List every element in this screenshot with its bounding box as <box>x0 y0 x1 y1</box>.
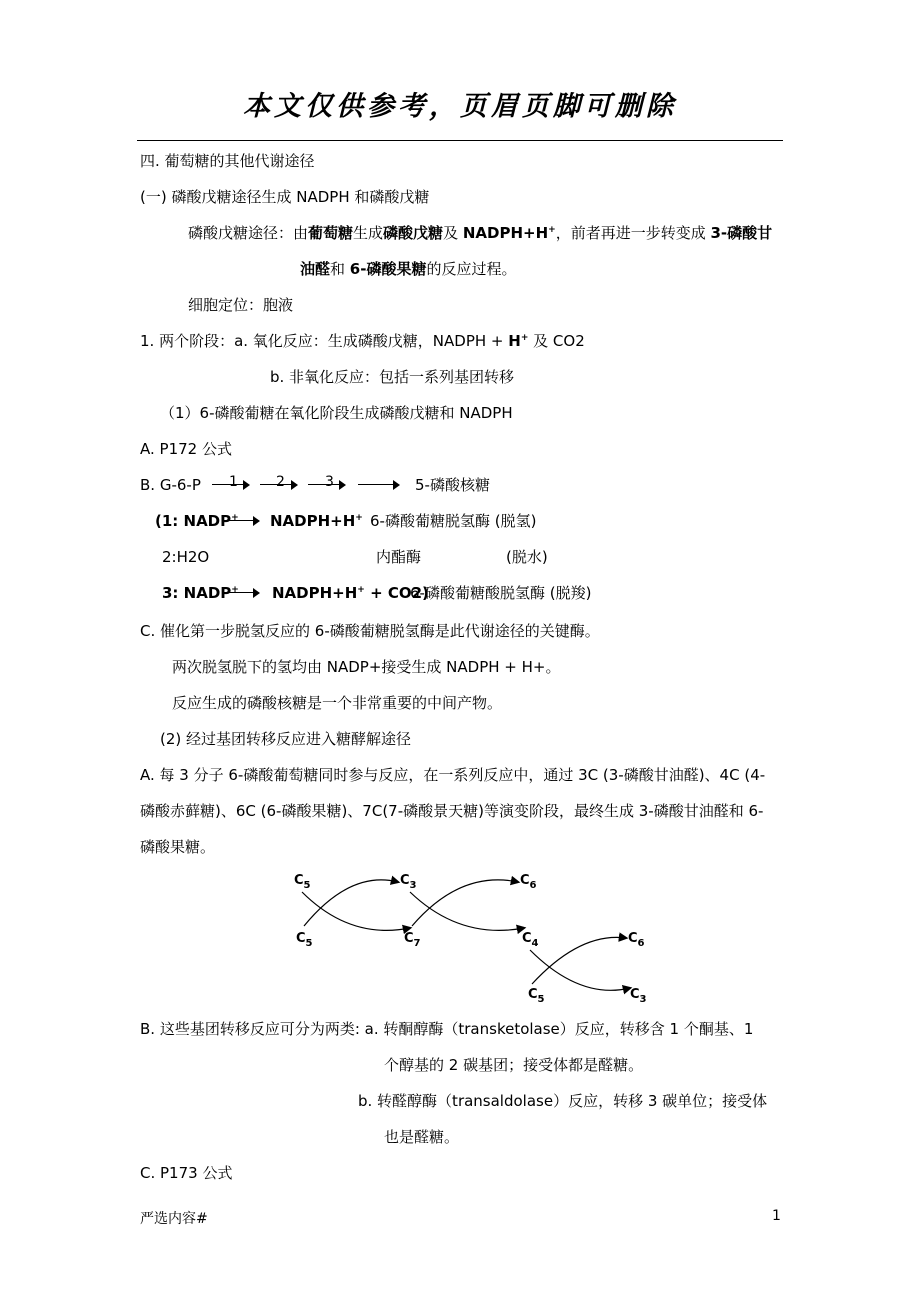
reaction-reactant: NADP <box>183 512 232 530</box>
transketolase-diagram <box>280 860 680 1010</box>
definition-bold: 6-磷酸果糖 <box>349 260 427 278</box>
reaction-text: + CO2) <box>364 584 429 602</box>
item-b2-line-2: 个醇基的 2 碳基团；接受体都是醛糖。 <box>384 1056 644 1074</box>
reaction-sup: + <box>231 585 239 595</box>
item-a2-line-2: 磷酸赤藓糖)、6C (6-磷酸果糖)、7C(7-磷酸景天糖)等演变阶段，最终生成 3-磷酸甘油醛和 6- <box>140 802 764 820</box>
reaction-3-enzyme <box>410 582 591 604</box>
definition-text: ，前者再进一步转变成 <box>555 224 711 242</box>
pathway-label: B. G-6-P <box>140 476 201 494</box>
item-a2-line-1: A. 每 3 分子 6-磷酸葡萄糖同时参与反应，在一系列反应中，通过 3C (3-磷酸甘油醛)、4C (4- <box>140 766 766 784</box>
reaction-3-arrow <box>222 588 260 598</box>
reaction-sup: + <box>357 585 365 595</box>
reaction-2-enzyme: 内酯酶 <box>376 548 422 566</box>
diagram-label-c6-upper: $C_6$ <box>520 873 537 891</box>
reaction-1-product <box>270 510 363 532</box>
diagram-label-c5-lower: $C_5$ <box>528 987 545 1005</box>
diagram-curve-6 <box>532 937 626 984</box>
diagram-label-c5-top: $C_5$ <box>294 873 311 891</box>
item-b2-line-1: B. 这些基团转移反应可分为两类: a. 转酮醇酶（transketolase）反应，转移含 1 个酮基、1 <box>140 1020 754 1038</box>
reaction-reactant: NADP <box>183 584 232 602</box>
reaction-2-note: (脱水) <box>506 548 548 566</box>
footer-label: 严选内容# <box>140 1211 208 1227</box>
enzyme-note: (脱羧) <box>549 584 592 602</box>
reaction-product: NADPH+H <box>270 512 356 530</box>
diagram-label-c6-lower: $C_6$ <box>628 931 645 949</box>
stages-line-1 <box>140 330 585 352</box>
stages-line-2: b. 非氧化反应：包括一系列基团转移 <box>270 368 515 386</box>
diagram-curve-3 <box>410 892 524 930</box>
stages-text: 及 CO2 <box>528 332 585 350</box>
reaction-1-arrow <box>222 516 260 526</box>
definition-line-1 <box>188 222 772 244</box>
item-a2-line-3: 磷酸果糖。 <box>140 838 216 856</box>
definition-bold: 葡萄糖 <box>308 224 354 242</box>
definition-line-2 <box>300 258 516 280</box>
item-c-line-1: C. 催化第一步脱氢反应的 6-磷酸葡糖脱氢酶是此代谢途径的关键酶。 <box>140 622 600 640</box>
definition-bold: 油醛 <box>300 260 331 278</box>
diagram-curve-2 <box>304 880 398 926</box>
item-a-formula: A. P172 公式 <box>140 440 232 458</box>
definition-bold: NADPH+H <box>462 224 549 242</box>
header-title: 本文仅供参考，页眉页脚可删除 <box>243 91 677 122</box>
definition-bold: 磷酸戊糖 <box>383 224 444 242</box>
reaction-sup: + <box>355 513 363 523</box>
pathway-step-2: 2 <box>276 474 285 490</box>
enzyme-note: (脱氢) <box>494 512 537 530</box>
item-c2-formula: C. P173 公式 <box>140 1164 233 1182</box>
item-b2-line-4: 也是醛糖。 <box>384 1128 460 1146</box>
item-c-line-2: 两次脱氢脱下的氢均由 NADP+接受生成 NADPH + H+。 <box>172 658 561 676</box>
definition-bold: 3-磷酸甘 <box>710 224 773 242</box>
reaction-product: NADPH+H <box>272 584 358 602</box>
reaction-text: 3: <box>162 584 184 602</box>
diagram-label-c5-bottom: $C_5$ <box>296 931 313 949</box>
diagram-label-c3-upper: $C_3$ <box>400 873 417 891</box>
definition-sup: + <box>548 225 556 235</box>
pathway-product: 5-磷酸核糖 <box>415 476 490 494</box>
enzyme-name: 6-磷酸葡糖脱氢酶 <box>370 512 490 530</box>
pathway-step-3: 3 <box>325 474 334 490</box>
page-number: 1 <box>772 1208 781 1224</box>
part-1-heading: （1）6-磷酸葡糖在氧化阶段生成磷酸戊糖和 NADPH <box>160 404 513 422</box>
diagram-label-c3-lower: $C_3$ <box>630 987 647 1005</box>
stages-bold: H <box>508 332 521 350</box>
cell-location: 细胞定位：胞液 <box>188 296 294 314</box>
definition-text: 及 <box>443 224 463 242</box>
diagram-curve-4 <box>412 880 518 926</box>
section-heading: 四. 葡萄糖的其他代谢途径 <box>140 152 315 170</box>
item-c-line-3: 反应生成的磷酸核糖是一个非常重要的中间产物。 <box>172 694 503 712</box>
reaction-2-left: 2:H2O <box>162 548 210 566</box>
reaction-3-product <box>272 582 429 604</box>
definition-text: 的反应过程。 <box>426 260 517 278</box>
definition-text: 磷酸戊糖途径：由 <box>188 224 309 242</box>
diagram-label-c7: $C_7$ <box>404 931 421 949</box>
pathway-step-1: 1 <box>229 474 238 490</box>
header-rule <box>137 140 783 141</box>
pathway-arrow-4 <box>358 480 400 490</box>
part-2-heading: (2) 经过基团转移反应进入糖酵解途径 <box>160 730 412 748</box>
reaction-1-enzyme <box>370 510 536 532</box>
reaction-text: (1: <box>155 512 184 530</box>
subsection-heading: (一) 磷酸戊糖途径生成 NADPH 和磷酸戊糖 <box>140 188 430 206</box>
definition-text: 和 <box>330 260 350 278</box>
stages-text: 1. 两个阶段：a. 氧化反应：生成磷酸戊糖，NADPH + <box>140 332 509 350</box>
diagram-label-c4: $C_4$ <box>522 931 539 949</box>
definition-text: 生成 <box>353 224 384 242</box>
enzyme-name: 6-磷酸葡糖酸脱氢酶 <box>410 584 545 602</box>
stages-sup: + <box>520 333 529 343</box>
reaction-sup: + <box>231 513 239 523</box>
item-b2-line-3: b. 转醛醇酶（transaldolase）反应，转移 3 碳单位；接受体 <box>358 1092 768 1110</box>
